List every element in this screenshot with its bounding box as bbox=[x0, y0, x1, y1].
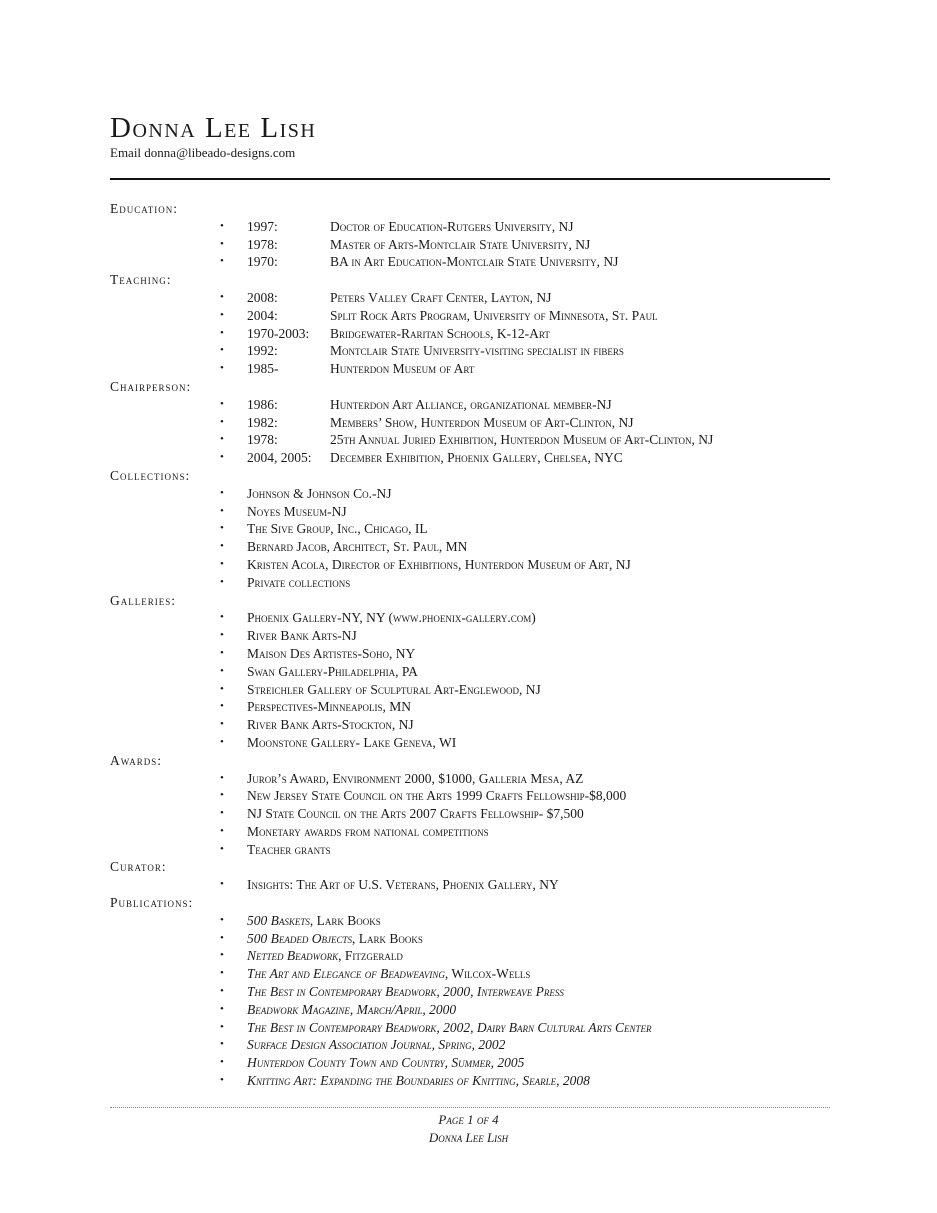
list-item bbox=[110, 1019, 830, 1037]
bullet-icon: • bbox=[220, 326, 224, 339]
entry-text: Kristen Acola, Director of Exhibitions, Hunterdon Museum of Art, NJ bbox=[247, 556, 631, 572]
list-item bbox=[110, 663, 830, 681]
list-item bbox=[110, 983, 830, 1001]
list-item bbox=[110, 253, 830, 271]
list-item bbox=[110, 930, 830, 948]
publication-entry bbox=[247, 912, 381, 930]
entry-text: NJ State Council on the Arts 2007 Crafts Fellowship- $7,500 bbox=[247, 806, 584, 822]
bullet-icon: • bbox=[220, 842, 224, 855]
bullet-icon: • bbox=[220, 700, 224, 713]
publication-entry bbox=[247, 930, 423, 948]
entry-text: Streichler Gallery of Sculptural Art-Englewood, NJ bbox=[247, 681, 541, 697]
publication-publisher: , Lark Books bbox=[352, 930, 423, 946]
list-item bbox=[110, 1054, 830, 1072]
publication-publisher: , Lark Books bbox=[309, 912, 381, 928]
publication-entry bbox=[247, 983, 564, 1001]
list-item bbox=[110, 947, 830, 965]
list-item bbox=[110, 627, 830, 645]
publication-title: The Art and Elegance of Beadweaving bbox=[247, 966, 445, 982]
entry-date: 1970-2003: bbox=[247, 325, 310, 341]
bullet-icon: • bbox=[220, 397, 224, 410]
bullet-icon: • bbox=[220, 1056, 224, 1069]
bullet-icon: • bbox=[220, 451, 224, 464]
bullet-icon: • bbox=[220, 967, 224, 980]
entry-date: 1997: bbox=[247, 218, 278, 234]
entry-text: Moonstone Gallery- Lake Geneva, WI bbox=[247, 734, 457, 750]
list-item bbox=[110, 396, 830, 414]
bullet-icon: • bbox=[220, 949, 224, 962]
entry-text: River Bank Arts-NJ bbox=[247, 628, 357, 644]
entry-text: Swan Gallery-Philadelphia, PA bbox=[247, 663, 418, 679]
list-item bbox=[110, 841, 830, 859]
entry-date: 1978: bbox=[247, 236, 278, 252]
bullet-icon: • bbox=[220, 1020, 224, 1033]
list-item bbox=[110, 520, 830, 538]
entry-date: 1970: bbox=[247, 254, 278, 270]
resume-name: Donna Lee Lish bbox=[110, 112, 317, 144]
publication-entry bbox=[247, 1019, 652, 1037]
section-title-galleries: Galleries: bbox=[110, 592, 176, 608]
bullet-icon: • bbox=[220, 1074, 224, 1087]
list-item bbox=[110, 805, 830, 823]
bullet-icon: • bbox=[220, 735, 224, 748]
entry-description: BA in Art Education-Montclair State University, NJ bbox=[330, 254, 619, 270]
section-title-collections: Collections: bbox=[110, 467, 191, 483]
bullet-icon: • bbox=[220, 504, 224, 517]
bullet-icon: • bbox=[220, 664, 224, 677]
entry-date: 1985- bbox=[247, 361, 279, 377]
bullet-icon: • bbox=[220, 824, 224, 837]
publication-entry bbox=[247, 947, 403, 965]
entry-date: 2004, 2005: bbox=[247, 450, 312, 466]
bullet-icon: • bbox=[220, 789, 224, 802]
publication-entry bbox=[247, 1054, 524, 1072]
list-item bbox=[110, 556, 830, 574]
section-title-publications: Publications: bbox=[110, 895, 194, 911]
bullet-icon: • bbox=[220, 646, 224, 659]
list-item bbox=[110, 342, 830, 360]
bullet-icon: • bbox=[220, 985, 224, 998]
page-number: Page 1 of 4 bbox=[438, 1112, 499, 1127]
section-title-awards: Awards: bbox=[110, 752, 163, 768]
entry-text: Bernard Jacob, Architect, St. Paul, MN bbox=[247, 539, 468, 555]
list-item bbox=[110, 698, 830, 716]
bullet-icon: • bbox=[220, 344, 224, 357]
bullet-icon: • bbox=[220, 1038, 224, 1051]
entry-text: Maison Des Artistes-Soho, NY bbox=[247, 645, 416, 661]
list-item bbox=[110, 609, 830, 627]
bullet-icon: • bbox=[220, 807, 224, 820]
list-item bbox=[110, 236, 830, 254]
publication-entry bbox=[247, 1036, 505, 1054]
section-title-chairperson: Chairperson: bbox=[110, 378, 192, 394]
list-item bbox=[110, 912, 830, 930]
publication-title: Surface Design Association Journal, Spring, 2002 bbox=[247, 1037, 506, 1053]
entry-text: The Sive Group, Inc., Chicago, IL bbox=[247, 521, 428, 537]
bullet-icon: • bbox=[220, 237, 224, 250]
list-item bbox=[110, 681, 830, 699]
entry-description: Master of Arts-Montclair State University, NJ bbox=[330, 236, 591, 252]
publication-entry bbox=[247, 1001, 456, 1019]
publication-publisher: , Fitzgerald bbox=[338, 948, 403, 964]
header-divider bbox=[110, 178, 830, 180]
bullet-icon: • bbox=[220, 290, 224, 303]
bullet-icon: • bbox=[220, 931, 224, 944]
entry-description: Split Rock Arts Program, University of Minnesota, St. Paul bbox=[330, 307, 658, 323]
publication-entry bbox=[247, 965, 530, 983]
entry-text: Monetary awards from national competitions bbox=[247, 823, 489, 839]
list-item bbox=[110, 823, 830, 841]
bullet-icon: • bbox=[220, 219, 224, 232]
entry-description: December Exhibition, Phoenix Gallery, Chelsea, NYC bbox=[330, 450, 623, 466]
entry-description: Members’ Show, Hunterdon Museum of Art-Clinton, NJ bbox=[330, 414, 634, 430]
bullet-icon: • bbox=[220, 522, 224, 535]
publication-publisher: , Wilcox-Wells bbox=[444, 966, 531, 982]
entry-description: Bridgewater-Raritan Schools, K-12-Art bbox=[330, 325, 550, 341]
list-item bbox=[110, 965, 830, 983]
bullet-icon: • bbox=[220, 575, 224, 588]
publication-title: 500 Baskets bbox=[247, 912, 310, 928]
publication-title: Netted Beadwork bbox=[247, 948, 339, 964]
entry-date: 1978: bbox=[247, 432, 278, 448]
entry-text: Noyes Museum-NJ bbox=[247, 503, 347, 519]
list-item bbox=[110, 1072, 830, 1090]
list-item bbox=[110, 307, 830, 325]
bullet-icon: • bbox=[220, 433, 224, 446]
list-item bbox=[110, 716, 830, 734]
entry-description: Hunterdon Museum of Art bbox=[330, 361, 475, 377]
entry-date: 1986: bbox=[247, 396, 278, 412]
list-item bbox=[110, 414, 830, 432]
list-item bbox=[110, 325, 830, 343]
list-item bbox=[110, 503, 830, 521]
bullet-icon: • bbox=[220, 557, 224, 570]
list-item bbox=[110, 770, 830, 788]
entry-text: River Bank Arts-Stockton, NJ bbox=[247, 717, 414, 733]
entry-text: New Jersey State Council on the Arts 1999 Crafts Fellowship-$8,000 bbox=[247, 788, 627, 804]
bullet-icon: • bbox=[220, 771, 224, 784]
entry-text: Teacher grants bbox=[247, 841, 331, 857]
list-item bbox=[110, 485, 830, 503]
resume-content bbox=[110, 200, 830, 1090]
entry-description: 25th Annual Juried Exhibition, Hunterdon Museum of Art-Clinton, NJ bbox=[330, 432, 714, 448]
publication-title: The Best in Contemporary Beadwork, 2002, Dairy Barn Cultural Arts Center bbox=[247, 1019, 652, 1035]
entry-text: Private collections bbox=[247, 574, 351, 590]
bullet-icon: • bbox=[220, 255, 224, 268]
list-item bbox=[110, 1001, 830, 1019]
entry-text: Johnson & Johnson Co.-NJ bbox=[247, 485, 392, 501]
bullet-icon: • bbox=[220, 362, 224, 375]
footer-name: Donna Lee Lish bbox=[428, 1130, 509, 1145]
email-line: Email donna@libeado-designs.com bbox=[110, 145, 296, 160]
entry-description: Peters Valley Craft Center, Layton, NJ bbox=[330, 289, 552, 305]
bullet-icon: • bbox=[220, 878, 224, 891]
publication-title: Beadwork Magazine, March/April, 2000 bbox=[247, 1001, 457, 1017]
bullet-icon: • bbox=[220, 308, 224, 321]
list-item bbox=[110, 449, 830, 467]
list-item bbox=[110, 538, 830, 556]
bullet-icon: • bbox=[220, 415, 224, 428]
entry-text: Insights: The Art of U.S. Veterans, Phoenix Gallery, NY bbox=[247, 877, 559, 893]
entry-text: Perspectives-Minneapolis, MN bbox=[247, 699, 412, 715]
bullet-icon: • bbox=[220, 718, 224, 731]
list-item bbox=[110, 645, 830, 663]
bullet-icon: • bbox=[220, 913, 224, 926]
entry-description: Doctor of Education-Rutgers University, NJ bbox=[330, 218, 574, 234]
publication-title: Hunterdon County Town and Country, Summer, 2005 bbox=[247, 1055, 525, 1071]
list-item bbox=[110, 218, 830, 236]
bullet-icon: • bbox=[220, 486, 224, 499]
entry-date: 1982: bbox=[247, 414, 278, 430]
publication-entry bbox=[247, 1072, 590, 1090]
entry-date: 1992: bbox=[247, 343, 278, 359]
footer-divider bbox=[110, 1107, 830, 1108]
section-title-teaching: Teaching: bbox=[110, 272, 172, 288]
bullet-icon: • bbox=[220, 1002, 224, 1015]
bullet-icon: • bbox=[220, 540, 224, 553]
entry-text: Phoenix Gallery-NY, NY (www.phoenix-gallery.com) bbox=[247, 610, 536, 626]
list-item bbox=[110, 574, 830, 592]
section-title-education: Education: bbox=[110, 201, 178, 216]
publication-title: 500 Beaded Objects bbox=[247, 930, 352, 946]
list-item bbox=[110, 734, 830, 752]
section-title-curator: Curator: bbox=[110, 859, 167, 875]
entry-description: Montclair State University-visiting specialist in fibers bbox=[330, 343, 624, 359]
entry-date: 2004: bbox=[247, 307, 278, 323]
publication-title: Knitting Art: Expanding the Boundaries of Knitting, Searle, 2008 bbox=[247, 1073, 590, 1089]
bullet-icon: • bbox=[220, 611, 224, 624]
list-item bbox=[110, 876, 830, 894]
bullet-icon: • bbox=[220, 629, 224, 642]
entry-date: 2008: bbox=[247, 289, 278, 305]
bullet-icon: • bbox=[220, 682, 224, 695]
entry-description: Hunterdon Art Alliance, organizational member-NJ bbox=[330, 396, 612, 412]
list-item bbox=[110, 1036, 830, 1054]
list-item bbox=[110, 360, 830, 378]
list-item bbox=[110, 787, 830, 805]
entry-text: Juror’s Award, Environment 2000, $1000, Galleria Mesa, AZ bbox=[247, 770, 584, 786]
list-item bbox=[110, 289, 830, 307]
publication-title: The Best in Contemporary Beadwork, 2000, Interweave Press bbox=[247, 984, 564, 1000]
list-item bbox=[110, 431, 830, 449]
